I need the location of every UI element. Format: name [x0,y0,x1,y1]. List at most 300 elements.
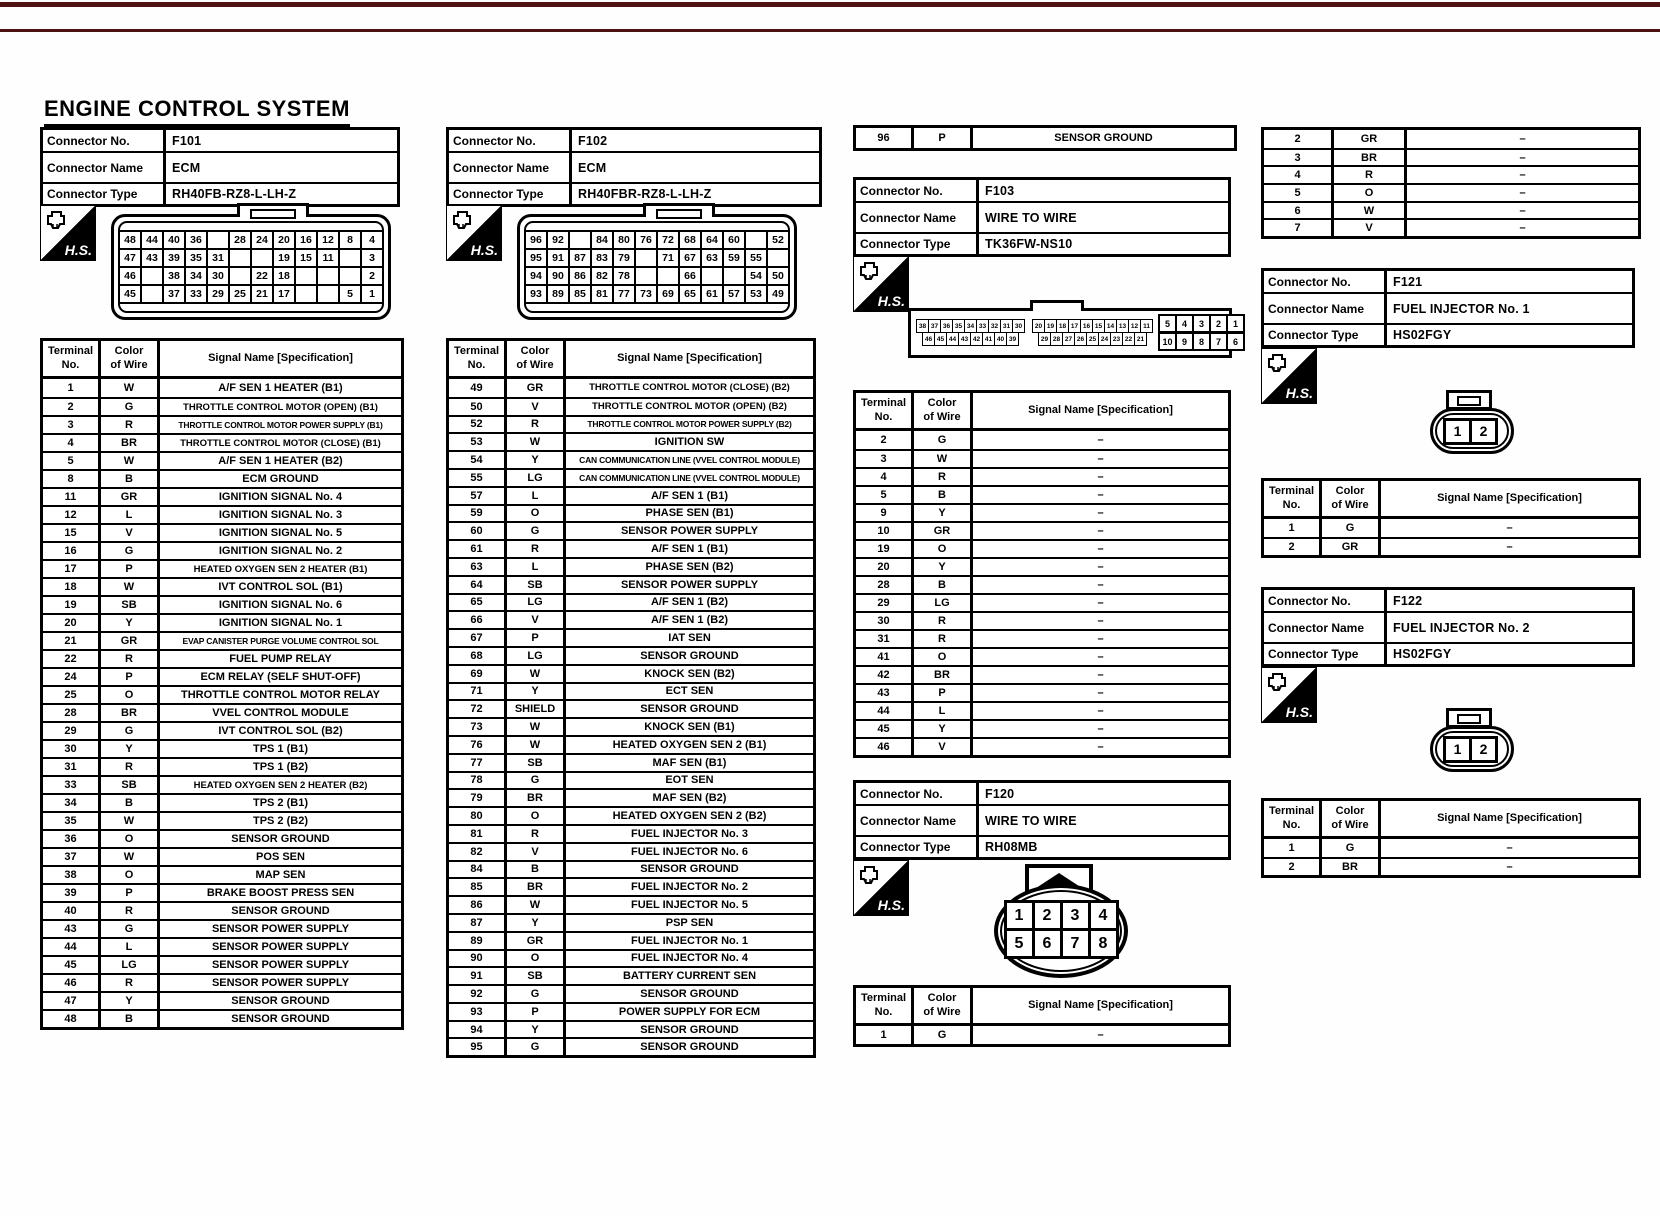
wire-color-cell: O [98,831,157,847]
pin-cell: 27 [1062,332,1075,346]
terminal-no-cell: 86 [470,899,483,911]
table-row [43,847,401,865]
signal-name-cell: IVT CONTROL SOL (B2) [157,723,401,739]
terminal-no-cell: 20 [64,617,77,629]
signal-name-cell: – [970,523,1228,539]
pin-cell-empty [700,266,724,286]
wire-color-cell: O [504,808,563,824]
table-row [449,486,813,504]
connector-type-value: HS02FGY [1393,647,1452,661]
terminal-no-cell: 81 [470,827,483,840]
pin-cell: 20 [1032,319,1045,333]
wire-color-cell: R [98,903,157,919]
signal-name-cell: BRAKE BOOST PRESS SEN [157,885,401,901]
wire-color-cell: G [1319,839,1378,857]
table-body [856,128,1234,148]
pin-cell: 42 [970,332,983,346]
signal-name-cell: – [970,577,1228,593]
connector-name-row [856,201,1228,232]
terminal-no-cell: 1 [67,382,74,394]
terminal-no-cell: 49 [470,381,483,394]
pin-cell: 54 [744,266,768,286]
terminal-no-cell: 53 [470,436,483,449]
wire-color-cell: B [98,1011,157,1027]
wire-color-cell: P [504,630,563,646]
wire-color-cell: L [911,703,970,719]
wire-color-cell: LG [911,595,970,611]
pin-cell-empty [338,248,362,268]
signal-name-cell: – [1378,859,1638,875]
table-row [43,919,401,937]
terminal-no-cell: 66 [470,614,483,627]
pin-cell: 2 [1469,736,1498,763]
signal-name-header: Signal Name [Specification] [563,341,813,376]
terminal-no-cell: 21 [64,635,77,647]
wire-color-cell: Y [98,993,157,1009]
signal-name-cell: – [970,469,1228,485]
pin-cell: 35 [184,248,208,268]
connector-face [118,221,384,313]
connector-name-row [1264,292,1632,323]
table-row [856,683,1228,701]
pin-group [1032,320,1153,346]
connector-no-value: F101 [172,133,202,148]
table-header [1264,481,1638,519]
table-row [856,737,1228,755]
signal-name-cell: IGNITION SIGNAL No. 3 [157,507,401,523]
signal-name-cell: SENSOR GROUND [563,862,813,878]
pin-cell: 4 [1175,314,1194,333]
pin-cell: 44 [946,332,959,346]
table-body [1264,130,1638,236]
table-row [449,646,813,664]
pin-cell: 18 [1056,319,1069,333]
color-of-wire-header [911,393,970,428]
wire-color-cell: GR [1331,130,1404,148]
wire-color-cell: SHIELD [504,701,563,717]
table-row [449,877,813,895]
wire-color-cell: O [504,506,563,522]
table-row [449,468,813,486]
connector-type-value: RH40FBR-RZ8-L-LH-Z [578,187,712,201]
signal-name-cell: SENSOR POWER SUPPLY [563,577,813,593]
terminal-no-cell: 7 [1294,222,1301,235]
table-row [43,937,401,955]
wire-color-cell: G [911,1026,970,1044]
header-line: Color [520,345,550,358]
terminal-no-cell: 89 [470,934,483,947]
terminal-no-cell: 2 [67,401,74,413]
header-line: of Wire [923,410,961,423]
f103-info-table [853,177,1231,257]
signal-name-cell: FUEL INJECTOR No. 6 [563,844,813,860]
hs-label: H.S. [877,897,905,913]
connector-type-label: Connector Type [449,184,572,204]
pin-cell: 36 [940,319,953,333]
wire-color-cell: V [504,612,563,628]
wire-color-cell: SB [98,597,157,613]
terminal-no-cell: 57 [470,489,483,502]
wire-color-cell: W [504,434,563,450]
pin-cell: 11 [1140,319,1153,333]
connector-name-value: FUEL INJECTOR No. 1 [1393,301,1530,316]
terminal-no-cell: 76 [470,738,483,751]
pin-cell: 37 [162,284,186,304]
wire-color-cell: O [1331,185,1404,201]
pin-row [1004,928,1119,959]
wire-color-cell: LG [504,595,563,611]
signal-name-cell: HEATED OXYGEN SEN 2 (B1) [563,737,813,753]
wire-color-cell: L [98,939,157,955]
pin-row [118,266,384,286]
terminal-no-cell: 80 [470,810,483,823]
wire-color-cell: R [504,826,563,842]
header-line: Terminal [860,397,907,410]
terminal-no-cell: 73 [470,721,483,734]
wire-color-cell: R [98,975,157,991]
pin-cell-empty [206,230,230,250]
terminal-no-cell: 1 [1288,522,1295,534]
pin-cell-empty [250,248,274,268]
wire-color-cell: SB [504,968,563,984]
table-row [1264,201,1638,219]
signal-name-cell: – [970,487,1228,503]
wire-color-cell: Y [504,452,563,468]
signal-name-cell: PHASE SEN (B1) [563,506,813,522]
table-row [449,1037,813,1055]
connector-name-label: Connector Name [449,153,572,182]
pin-cell-empty [140,284,164,304]
wire-color-cell: R [1331,167,1404,183]
connector-name-row [856,804,1228,835]
header-line: Terminal [47,345,94,358]
header-line: Color [1335,805,1365,818]
pin-cell: 1 [1443,418,1472,445]
terminal-no-cell: 1 [1288,842,1295,854]
connector-name-row [43,151,397,182]
wire-color-cell: P [98,885,157,901]
wire-color-cell: P [911,128,970,148]
table-row [449,984,813,1002]
pin-cell: 40 [162,230,186,250]
header-line: Color [927,397,957,410]
pin-cell: 12 [316,230,340,250]
pin-cell: 15 [294,248,318,268]
pin-cell: 19 [1044,319,1057,333]
terminal-no-cell: 6 [1294,204,1301,217]
table-row [856,665,1228,683]
page-title: ENGINE CONTROL SYSTEM [44,96,350,127]
table-row [449,913,813,931]
connector-no-row [43,130,397,151]
table-row [856,539,1228,557]
wire-color-cell: W [504,897,563,913]
table-row [856,449,1228,467]
signal-name-cell: IVT CONTROL SOL (B1) [157,579,401,595]
wire-color-cell: W [98,813,157,829]
table-row [1264,857,1638,875]
terminal-no-cell: 77 [470,756,483,769]
table-row [449,575,813,593]
terminal-no-cell: 46 [877,741,890,753]
table-row [43,901,401,919]
f122-connector-drawing [1430,726,1514,772]
wire-color-cell: Y [911,505,970,521]
wire-color-cell: L [98,507,157,523]
connector-glyph-icon [448,207,474,233]
f121-pin-row [1446,418,1498,445]
signal-name-header: Signal Name [Specification] [1378,481,1638,516]
pin-cell: 87 [568,248,592,268]
pin-cell: 17 [1068,319,1081,333]
table-row [449,521,813,539]
f102-info-table [446,127,822,207]
table-row [43,775,401,793]
signal-name-cell: KNOCK SEN (B1) [563,719,813,735]
pin-cell: 1 [1226,314,1245,333]
connector-tab [1446,390,1492,410]
signal-name-cell: SENSOR GROUND [563,986,813,1002]
terminal-no-cell: 60 [470,525,483,538]
table-row [1264,519,1638,537]
pin-cell: 81 [590,284,614,304]
wire-color-cell: O [911,541,970,557]
signal-name-cell: IGNITION SIGNAL No. 5 [157,525,401,541]
pin-cell: 96 [524,230,548,250]
terminal-no-cell: 39 [64,887,77,899]
terminal-no-cell: 28 [877,579,890,591]
color-of-wire-header [98,341,157,376]
terminal-no-header [1264,481,1319,516]
signal-name-cell: IAT SEN [563,630,813,646]
connector-no-label: Connector No. [1264,590,1387,611]
wire-color-cell: W [98,849,157,865]
connector-name-row [1264,611,1632,642]
color-of-wire-header [504,341,563,376]
hs-icon [1261,348,1317,404]
pin-cell: 52 [766,230,790,250]
f122-pin-row [1446,736,1498,763]
wire-color-cell: G [1319,519,1378,537]
wire-color-cell: LG [504,648,563,664]
signal-name-cell: SENSOR POWER SUPPLY [157,975,401,991]
pin-row [1160,314,1245,333]
signal-name-cell: – [1378,839,1638,857]
signal-name-cell: – [970,631,1228,647]
pin-cell: 89 [546,284,570,304]
table-row [1264,839,1638,857]
pin-cell: 5 [1158,314,1177,333]
pin-cell: 14 [1104,319,1117,333]
wire-color-cell: Y [98,741,157,757]
terminal-no-cell: 17 [64,563,77,575]
signal-name-cell: HEATED OXYGEN SEN 2 HEATER (B1) [157,561,401,577]
table-row [856,557,1228,575]
terminal-no-cell: 90 [470,952,483,965]
wire-color-cell: R [504,417,563,433]
signal-name-cell: SENSOR GROUND [157,993,401,1009]
connector-type-row [1264,642,1632,664]
wire-color-cell: B [911,577,970,593]
terminal-no-cell: 44 [877,705,890,717]
f122-terminal-table [1261,798,1641,878]
table-row [1264,537,1638,555]
signal-name-cell: – [1404,203,1638,219]
terminal-no-cell: 2 [1288,541,1295,553]
terminal-no-cell: 1 [880,1029,887,1041]
terminal-no-header [449,341,504,376]
terminal-no-cell: 44 [64,941,77,953]
terminal-no-cell: 61 [470,543,483,556]
f102-pin-grid [524,230,790,304]
pin-cell: 86 [568,266,592,286]
pin-cell: 26 [1074,332,1087,346]
pin-cell: 48 [118,230,142,250]
wire-color-cell: W [504,737,563,753]
table-row [43,379,401,397]
table-header [449,341,813,379]
terminal-no-cell: 4 [880,471,887,483]
terminal-no-cell: 41 [877,651,890,663]
terminal-no-cell: 3 [1294,151,1301,164]
signal-name-cell: TPS 2 (B1) [157,795,401,811]
signal-name-cell: FUEL INJECTOR No. 3 [563,826,813,842]
terminal-no-cell: 54 [470,454,483,467]
pin-cell: 69 [656,284,680,304]
connector-type-value: RH40FB-RZ8-L-LH-Z [172,187,297,201]
pin-cell: 38 [162,266,186,286]
pin-cell: 16 [1080,319,1093,333]
f103-connector-drawing [908,308,1238,358]
terminal-no-cell: 15 [64,527,77,539]
connector-no-value: F120 [985,786,1015,801]
pin-row [524,248,790,268]
wire-color-cell: R [504,541,563,557]
wire-color-cell: R [911,469,970,485]
table-row [43,883,401,901]
hs-icon [40,205,96,261]
terminal-no-cell: 29 [877,597,890,609]
signal-name-cell: – [970,721,1228,737]
connector-tab [1446,708,1492,728]
wire-color-cell: Y [504,915,563,931]
wire-color-cell: R [911,631,970,647]
signal-name-cell: – [970,559,1228,575]
signal-name-cell: – [970,431,1228,449]
header-line: Terminal [1268,805,1315,818]
hs-icon [1261,667,1317,723]
table-row [449,1020,813,1038]
f120-connector-drawing [994,884,1128,978]
hs-icon [853,860,909,916]
signal-name-cell: TPS 1 (B2) [157,759,401,775]
table-row [449,860,813,878]
terminal-no-cell: 2 [1294,132,1301,145]
table-row [449,628,813,646]
pin-cell-empty [228,248,252,268]
wire-color-cell: BR [504,790,563,806]
pin-cell: 68 [678,230,702,250]
terminal-no-cell: 22 [64,653,77,665]
pin-cell: 67 [678,248,702,268]
table-row [43,955,401,973]
pin-cell: 53 [744,284,768,304]
pin-cell: 66 [678,266,702,286]
wire-color-cell: G [98,543,157,559]
connector-name-label: Connector Name [856,806,979,835]
signal-name-cell: MAP SEN [157,867,401,883]
top-rule-1 [0,2,1660,7]
pin-cell-empty [634,266,658,286]
table-row [1264,183,1638,201]
pin-cell: 8 [1192,332,1211,351]
wire-color-cell: SB [98,777,157,793]
terminal-no-cell: 29 [64,725,77,737]
pin-cell: 1 [360,284,384,304]
table-row [43,631,401,649]
pin-cell: 36 [184,230,208,250]
pin-cell: 30 [1012,319,1025,333]
pin-cell-empty [656,266,680,286]
pin-row [118,284,384,304]
table-row [449,610,813,628]
pin-cell: 28 [228,230,252,250]
signal-name-cell: – [970,1026,1228,1044]
f102-terminal-table [446,338,816,1058]
terminal-no-cell: 92 [470,987,483,1000]
terminal-no-cell: 50 [470,400,483,413]
terminal-no-cell: 2 [880,434,887,446]
signal-name-cell: – [970,451,1228,467]
connector-name-value: WIRE TO WIRE [985,813,1077,828]
connector-name-label: Connector Name [1264,294,1387,323]
signal-name-cell: – [970,739,1228,755]
terminal-no-cell: 46 [64,977,77,989]
table-row [449,397,813,415]
header-line: of Wire [110,358,148,371]
pin-cell: 4 [1088,900,1119,931]
pin-cell: 1 [1443,736,1472,763]
pin-cell-empty [294,266,318,286]
table-header [1264,801,1638,839]
f101-connector-drawing [111,214,391,320]
pin-cell: 45 [934,332,947,346]
table-row [449,450,813,468]
terminal-no-cell: 33 [64,779,77,791]
pin-cell: 11 [316,248,340,268]
signal-name-cell: SENSOR GROUND [563,701,813,717]
pin-group [916,320,1025,346]
signal-name-cell: MAF SEN (B1) [563,755,813,771]
wire-color-cell: BR [1319,859,1378,875]
header-line: of Wire [1331,818,1369,831]
signal-name-cell: – [970,541,1228,557]
connector-type-label: Connector Type [856,837,979,857]
table-body [1264,519,1638,555]
header-line: No. [874,1005,893,1018]
pin-cell-empty [568,230,592,250]
wire-color-cell: BR [504,879,563,895]
terminal-no-cell: 2 [1288,861,1295,873]
terminal-no-cell: 5 [67,455,74,467]
connector-name-value: ECM [578,160,607,175]
pin-cell: 84 [590,230,614,250]
pin-cell: 10 [1158,332,1177,351]
table-row [1264,148,1638,166]
pin-cell-empty [634,248,658,268]
pin-cell: 24 [1098,332,1111,346]
pin-cell: 73 [634,284,658,304]
